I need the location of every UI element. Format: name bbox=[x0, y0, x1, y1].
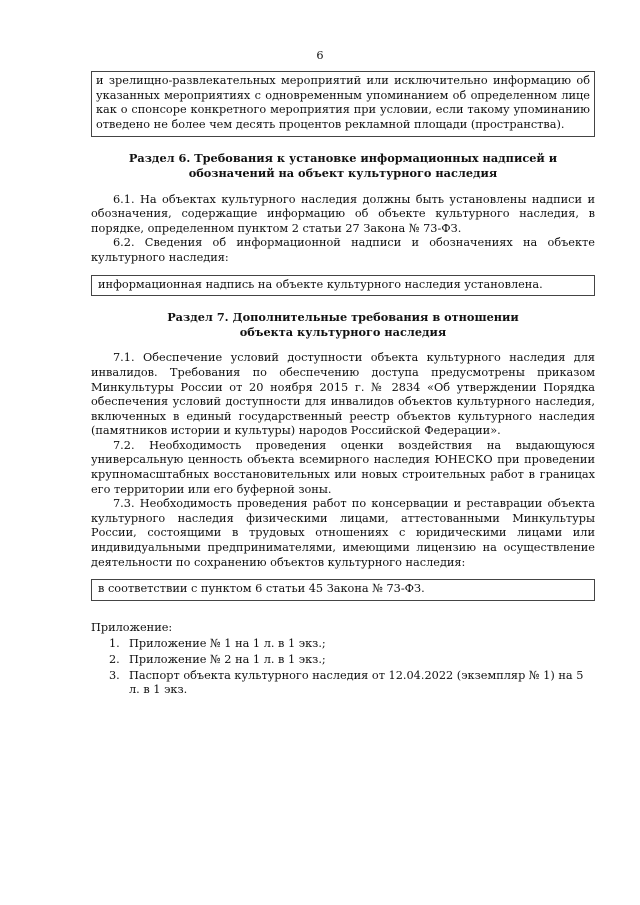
paragraph-7-3: 7.3. Необходимость проведения работ по консервации и реставрации объекта культурного наследия физическими лицами, аттестованными Минкультуры России, состоящими в трудовых отношениях с юридическими лицами или индивидуальными предпринимателями, имеющими лицензию на осуществление деятельности по сохранению объектов культурного наследия: bbox=[91, 497, 595, 569]
section-7-heading-line-2: объекта культурного наследия bbox=[239, 324, 447, 339]
page-content bbox=[91, 71, 595, 699]
paragraph-7-1: 7.1. Обеспечение условий доступности объекта культурного наследия для инвалидов. Требования по обеспечению доступа предусмотрены приказом Минкультуры России от 20 ноября 2015 г. № 2834 «Об утверждении Порядка обеспечения условий доступности для инвалидов объектов культурного наследия, включенных в единый государственный реестр объектов культурного наследия (памятников истории и культуры) народов Российской Федерации». bbox=[91, 351, 595, 438]
section-7-box: в соответствии с пунктом 6 статьи 45 Закона № 73-ФЗ. bbox=[91, 579, 595, 601]
section-6-heading bbox=[91, 151, 595, 180]
appendix-list bbox=[91, 637, 595, 697]
list-item: 2. Приложение № 2 на 1 л. в 1 экз.; bbox=[109, 653, 326, 666]
section-6-box: информационная надпись на объекте культурного наследия установлена. bbox=[91, 275, 595, 297]
list-item: 1. Приложение № 1 на 1 л. в 1 экз.; bbox=[109, 637, 326, 651]
section-7-heading bbox=[91, 310, 595, 339]
paragraph-6-1: 6.1. На объектах культурного наследия должны быть установлены надписи и обозначения, содержащие информацию об объекте культурного наследия, в порядке, определенном пунктом 2 статьи 27 Закона № 73-ФЗ. bbox=[91, 192, 595, 235]
section-6-heading-line-1: Раздел 6. Требования к установке информационных надписей и bbox=[128, 151, 558, 166]
section-7-heading-line-1: Раздел 7. Дополнительные требования в отношении bbox=[167, 310, 519, 325]
paragraph-6-2: 6.2. Сведения об информационной надписи и обозначениях на объекте культурного наследия: bbox=[91, 236, 595, 264]
list-item: 3. Паспорт объекта культурного наследия от 12.04.2022 (экземпляр № 1) на 5 л. в 1 экз. bbox=[109, 668, 584, 697]
section-6-heading-line-2: обозначений на объект культурного наследия bbox=[188, 165, 498, 180]
paragraph-7-2: 7.2. Необходимость проведения оценки воздействия на выдающуюся универсальную ценность объекта всемирного наследия ЮНЕСКО при проведении крупномасштабных восстановительных или новых строительных работ в границах его территории или его буферной зоны. bbox=[91, 438, 595, 496]
bordered-text-box: и зрелищно-развлекательных мероприятий или исключительно информацию об указанных мероприятиях с одновременным упоминанием об определенном лице как о спонсоре конкретного мероприятия при условии, если такому упоминанию отведено не более чем десять процентов рекламной площади (пространства). bbox=[91, 71, 595, 137]
appendix-title: Приложение: bbox=[91, 620, 173, 634]
page-number: 6 bbox=[316, 49, 324, 62]
